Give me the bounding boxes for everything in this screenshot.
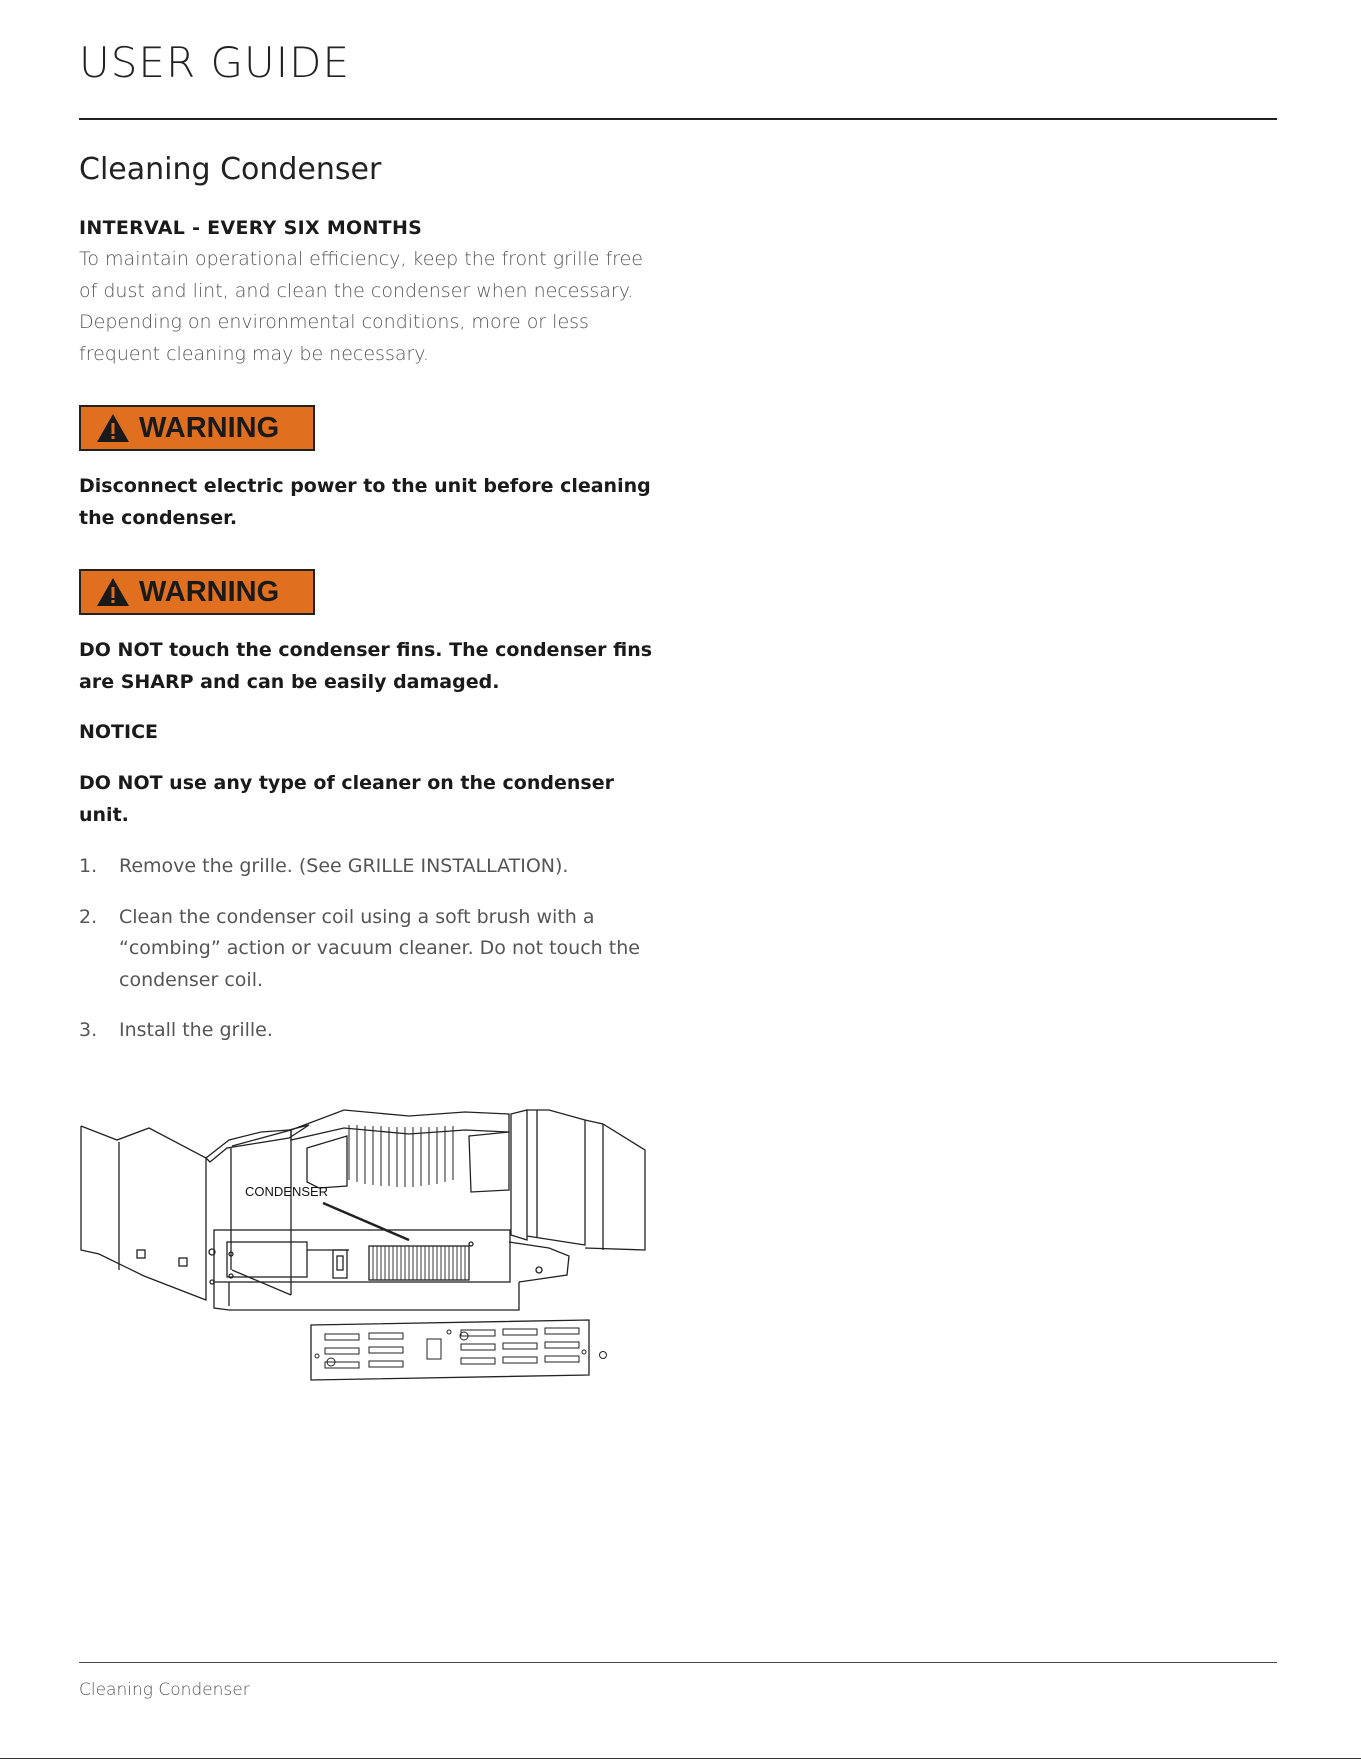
section-heading: Cleaning Condenser [79, 152, 382, 187]
warning-banner [79, 569, 315, 615]
warning-triangle-icon [95, 576, 131, 608]
header-divider [79, 118, 1277, 120]
warning-banner [79, 405, 315, 451]
page-title: USER GUIDE [79, 38, 351, 87]
notice-text: DO NOT use any type of cleaner on the condenser unit. [79, 772, 614, 826]
step-text: Clean the condenser coil using a soft brush with a “combing” action or vacuum cleaner. Do not touch the condenser coil. [119, 905, 640, 991]
list-item [79, 851, 659, 883]
step-number: 2. [79, 905, 98, 928]
warning-text: DO NOT touch the condenser fins. The condenser fins are SHARP and can be easily damaged. [79, 639, 653, 693]
steps-list [79, 851, 659, 1066]
warning-triangle-icon [95, 412, 131, 444]
footer-text: Cleaning Condenser [79, 1680, 250, 1700]
condenser-illustration [79, 1070, 649, 1385]
step-number: 1. [79, 855, 98, 877]
interval-label: INTERVAL - EVERY SIX MONTHS [79, 217, 423, 239]
list-item [79, 1015, 659, 1047]
warning-label: WARNING [139, 411, 280, 444]
page-edge-line [0, 1758, 1361, 1759]
intro-paragraph: To maintain operational efficiency, keep the front grille free of dust and lint, and clean the condenser when necessary. Depending on environmental conditions, more or less frequent cleaning may be necessary. [79, 248, 643, 365]
condenser-callout-label: CONDENSER [245, 1184, 329, 1199]
step-text: Remove the grille. (See GRILLE INSTALLATION). [119, 855, 569, 877]
warning-text: Disconnect electric power to the unit before cleaning the condenser. [79, 475, 651, 529]
list-item [79, 902, 659, 997]
footer-divider [79, 1662, 1277, 1663]
notice-label: NOTICE [79, 721, 159, 743]
warning-label: WARNING [139, 575, 280, 608]
step-number: 3. [79, 1019, 98, 1041]
step-text: Install the grille. [119, 1019, 273, 1041]
